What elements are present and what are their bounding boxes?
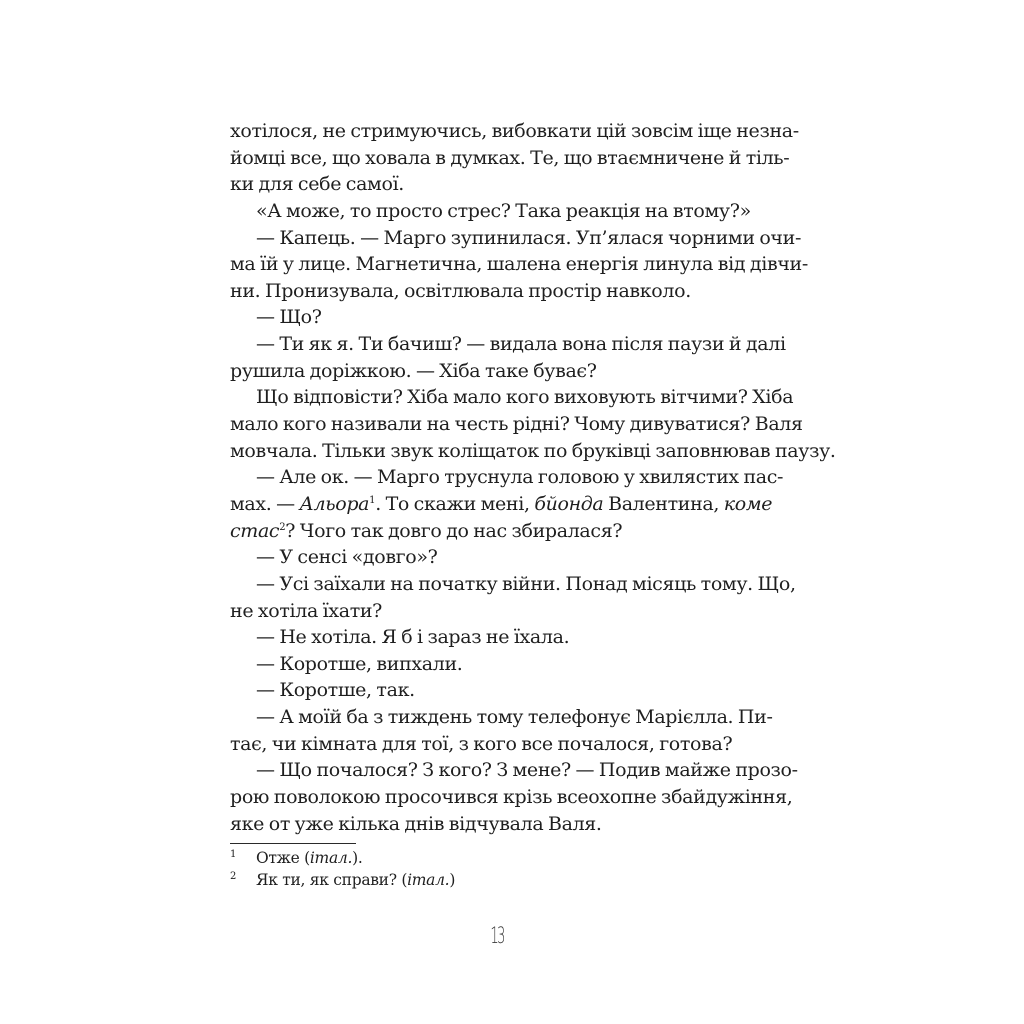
text-run: мах. — bbox=[230, 492, 300, 515]
footnote-text-run: Як ти, як справи? ( bbox=[256, 871, 408, 889]
text-run: — Але ок. — Марго труснула головою у хвилястих пас- bbox=[256, 466, 784, 489]
text-run: — Не хотіла. Я б і зараз не їхала. bbox=[256, 626, 570, 649]
page-number: 13 bbox=[490, 924, 504, 949]
footnote-italic: італ. bbox=[407, 871, 450, 889]
text-run: Що відповісти? Хіба мало кого виховують вітчими? Хіба bbox=[256, 386, 794, 409]
text-run: — Коротше, так. bbox=[256, 679, 415, 702]
text-line bbox=[230, 331, 786, 358]
footnote-number: 1 bbox=[230, 849, 237, 860]
text-line bbox=[230, 358, 771, 385]
italic-word: коме bbox=[723, 492, 773, 515]
footnote-text-run: ) bbox=[449, 871, 456, 889]
text-line bbox=[230, 384, 794, 411]
text-line bbox=[230, 731, 771, 758]
text-run: мовчала. Тільки звук коліщаток по бруківці заповнював паузу. bbox=[230, 439, 836, 462]
body-text bbox=[230, 118, 836, 837]
text-line bbox=[230, 518, 771, 545]
text-line bbox=[230, 757, 798, 784]
text-run: — А моїй ба з тиждень тому телефонує Марієлла. Пи- bbox=[256, 706, 773, 729]
text-line bbox=[230, 171, 771, 198]
text-line bbox=[230, 811, 771, 838]
text-line bbox=[230, 304, 771, 331]
footnote bbox=[230, 869, 770, 891]
text-line bbox=[230, 251, 808, 278]
text-run: рою поволокою просочився крізь всеохопне збайдужіння, bbox=[230, 786, 793, 809]
text-line bbox=[230, 704, 771, 731]
text-line bbox=[230, 651, 771, 678]
text-line bbox=[230, 571, 796, 598]
text-run: — Коротше, випхали. bbox=[256, 652, 463, 675]
text-run: ма їй у лице. Магнетична, шалена енергія линула від дівчи- bbox=[230, 253, 808, 276]
footnote-text bbox=[256, 847, 362, 869]
footnote-text-run: Отже ( bbox=[256, 849, 310, 867]
text-run: тає, чи кімната для тої, з кого все почалося, готова? bbox=[230, 732, 733, 755]
text-run: — Що? bbox=[256, 306, 322, 329]
text-run: — У сенсі «довго»? bbox=[256, 546, 438, 569]
text-run: яке от уже кілька днів відчувала Валя. bbox=[230, 812, 602, 835]
text-line bbox=[230, 278, 771, 305]
text-run: — Усі заїхали на початку війни. Понад місяць тому. Що, bbox=[256, 572, 796, 595]
text-line bbox=[230, 544, 771, 571]
text-line bbox=[230, 491, 771, 518]
text-line bbox=[230, 225, 802, 252]
footnote-number: 2 bbox=[230, 871, 237, 882]
text-line bbox=[230, 677, 771, 704]
italic-word: Альора bbox=[299, 492, 370, 515]
text-run: ки для себе самої. bbox=[230, 173, 404, 196]
text-line bbox=[230, 198, 771, 225]
text-run: «А може, то просто стрес? Така реакція на втому?» bbox=[256, 199, 751, 222]
footnote bbox=[230, 847, 770, 869]
text-run: — Ти як я. Ти бачиш? — видала вона після паузи й далі bbox=[256, 333, 786, 356]
text-run: мало кого називали на честь рідні? Чому дивуватися? Валя bbox=[230, 413, 803, 436]
text-run: ? Чого так довго до нас збиралася? bbox=[285, 519, 623, 542]
footnote-text bbox=[256, 869, 455, 891]
text-run: . То скажи мені, bbox=[375, 492, 535, 515]
italic-word: стас bbox=[230, 519, 280, 542]
text-run: Валентина, bbox=[603, 492, 724, 515]
text-line bbox=[230, 145, 790, 172]
text-line bbox=[230, 411, 803, 438]
text-line bbox=[230, 464, 784, 491]
text-run: хотілося, не стримуючись, вибовкати цій зовсім іще незна- bbox=[230, 120, 799, 142]
text-line bbox=[230, 598, 771, 625]
text-line bbox=[230, 624, 771, 651]
footnote-divider bbox=[230, 843, 356, 844]
text-run: йомці все, що ховала в думках. Те, що втаємничене й тіль- bbox=[230, 146, 790, 169]
text-line bbox=[230, 784, 793, 811]
footnote-italic: італ. bbox=[309, 849, 353, 867]
text-run: — Капець. — Марго зупинилася. Уп’ялася чорними очи- bbox=[256, 226, 802, 249]
text-run: рушила доріжкою. — Хіба таке буває? bbox=[230, 359, 597, 382]
footnote-ref: 1 bbox=[369, 494, 376, 506]
text-line bbox=[230, 118, 799, 145]
text-run: не хотіла їхати? bbox=[230, 599, 383, 622]
italic-word: бйонда bbox=[534, 492, 604, 515]
text-run: — Що почалося? З кого? З мене? — Подив майже прозо- bbox=[256, 759, 798, 782]
text-run: ни. Пронизувала, освітлювала простір навколо. bbox=[230, 279, 691, 302]
footnotes bbox=[230, 847, 770, 891]
footnote-ref: 2 bbox=[279, 521, 286, 533]
footnote-text-run: ). bbox=[352, 849, 363, 867]
text-line bbox=[230, 438, 836, 465]
